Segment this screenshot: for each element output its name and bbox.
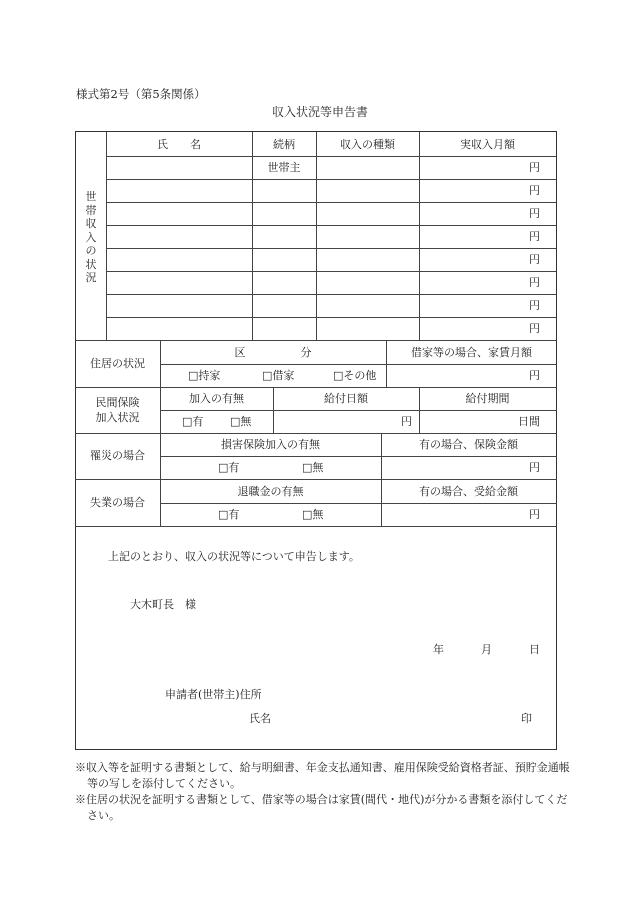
disaster-yen: 円 [529,461,540,474]
checkbox-insurance-yes[interactable]: □有 [182,415,204,428]
income-yen: 円 [529,253,540,266]
document-title: 収入状況等申告書 [271,105,368,119]
severance-header: 退職金の有無 [237,485,304,498]
housing-rent-header: 借家等の場合、家賃月額 [411,346,532,359]
notes [75,760,575,824]
checkbox-insurance-no[interactable]: □無 [230,415,252,428]
checkbox-disaster-yes[interactable]: □有 [218,461,240,474]
checkbox-rented-house[interactable]: □借家 [262,369,295,382]
insurance-benefit-period-header: 給付期間 [465,392,510,405]
insurance-enrollment-header: 加入の有無 [189,392,244,405]
income-section-label: 世 帯 収 入 の 状 況 [85,190,97,284]
income-yen: 円 [529,184,540,197]
note-item: ※収入等を証明する書類として、給与明細書、年金支払通知書、雇用保険受給資格者証、預貯金通帳等の写しを添付してください。 [75,761,570,790]
note-item: ※住居の状況を証明する書類として、借家等の場合は家賃(間代・地代)が分かる書類を添付してください。 [75,793,568,822]
income-yen: 円 [529,161,540,174]
damage-insurance-header: 損害保険加入の有無 [221,438,320,451]
insurance-label-line1: 民間保険 [95,396,140,409]
header-income-type: 収入の種類 [340,138,395,151]
declaration-statement: 上記のとおり、収入の状況等について申告します。 [108,550,360,563]
date-month: 月 [481,643,492,656]
rent-yen: 円 [529,369,540,382]
income-yen: 円 [529,276,540,289]
seal-mark: 印 [521,712,532,725]
checkbox-severance-no[interactable]: □無 [302,508,324,521]
receipt-amount-header: 有の場合、受給金額 [419,485,518,498]
header-name: 氏 名 [157,138,201,151]
insurance-amount-header: 有の場合、保険金額 [419,438,518,451]
header-monthly-income: 実収入月額 [460,138,515,151]
date-year: 年 [433,643,444,656]
addressee: 大木町長 様 [130,598,196,611]
insurance-daily-benefit-header: 給付日額 [324,392,368,405]
housing-category-header: 区 分 [234,346,312,359]
income-yen: 円 [529,322,540,335]
checkbox-disaster-no[interactable]: □無 [302,461,324,474]
unemployment-label: 失業の場合 [90,496,145,509]
insurance-days: 日間 [518,415,540,428]
checkbox-severance-yes[interactable]: □有 [218,508,240,521]
header-relation: 続柄 [273,138,295,151]
insurance-label-line2: 加入状況 [95,411,140,424]
unemployment-yen: 円 [529,508,540,521]
housing-label: 住居の状況 [90,357,145,370]
income-yen: 円 [529,299,540,312]
form-number-label: 様式第2号（第5条関係） [76,87,206,101]
income-yen: 円 [529,230,540,243]
checkbox-own-house[interactable]: □持家 [188,369,221,382]
applicant-address-label: 申請者(世帯主)住所 [165,688,262,701]
disaster-label: 罹災の場合 [90,449,145,462]
income-yen: 円 [529,207,540,220]
relation-head-of-household: 世帯主 [267,161,301,174]
date-day: 日 [529,643,540,656]
insurance-yen: 円 [401,415,412,428]
applicant-name-label: 氏名 [249,712,271,725]
checkbox-other-housing[interactable]: □その他 [333,369,377,382]
